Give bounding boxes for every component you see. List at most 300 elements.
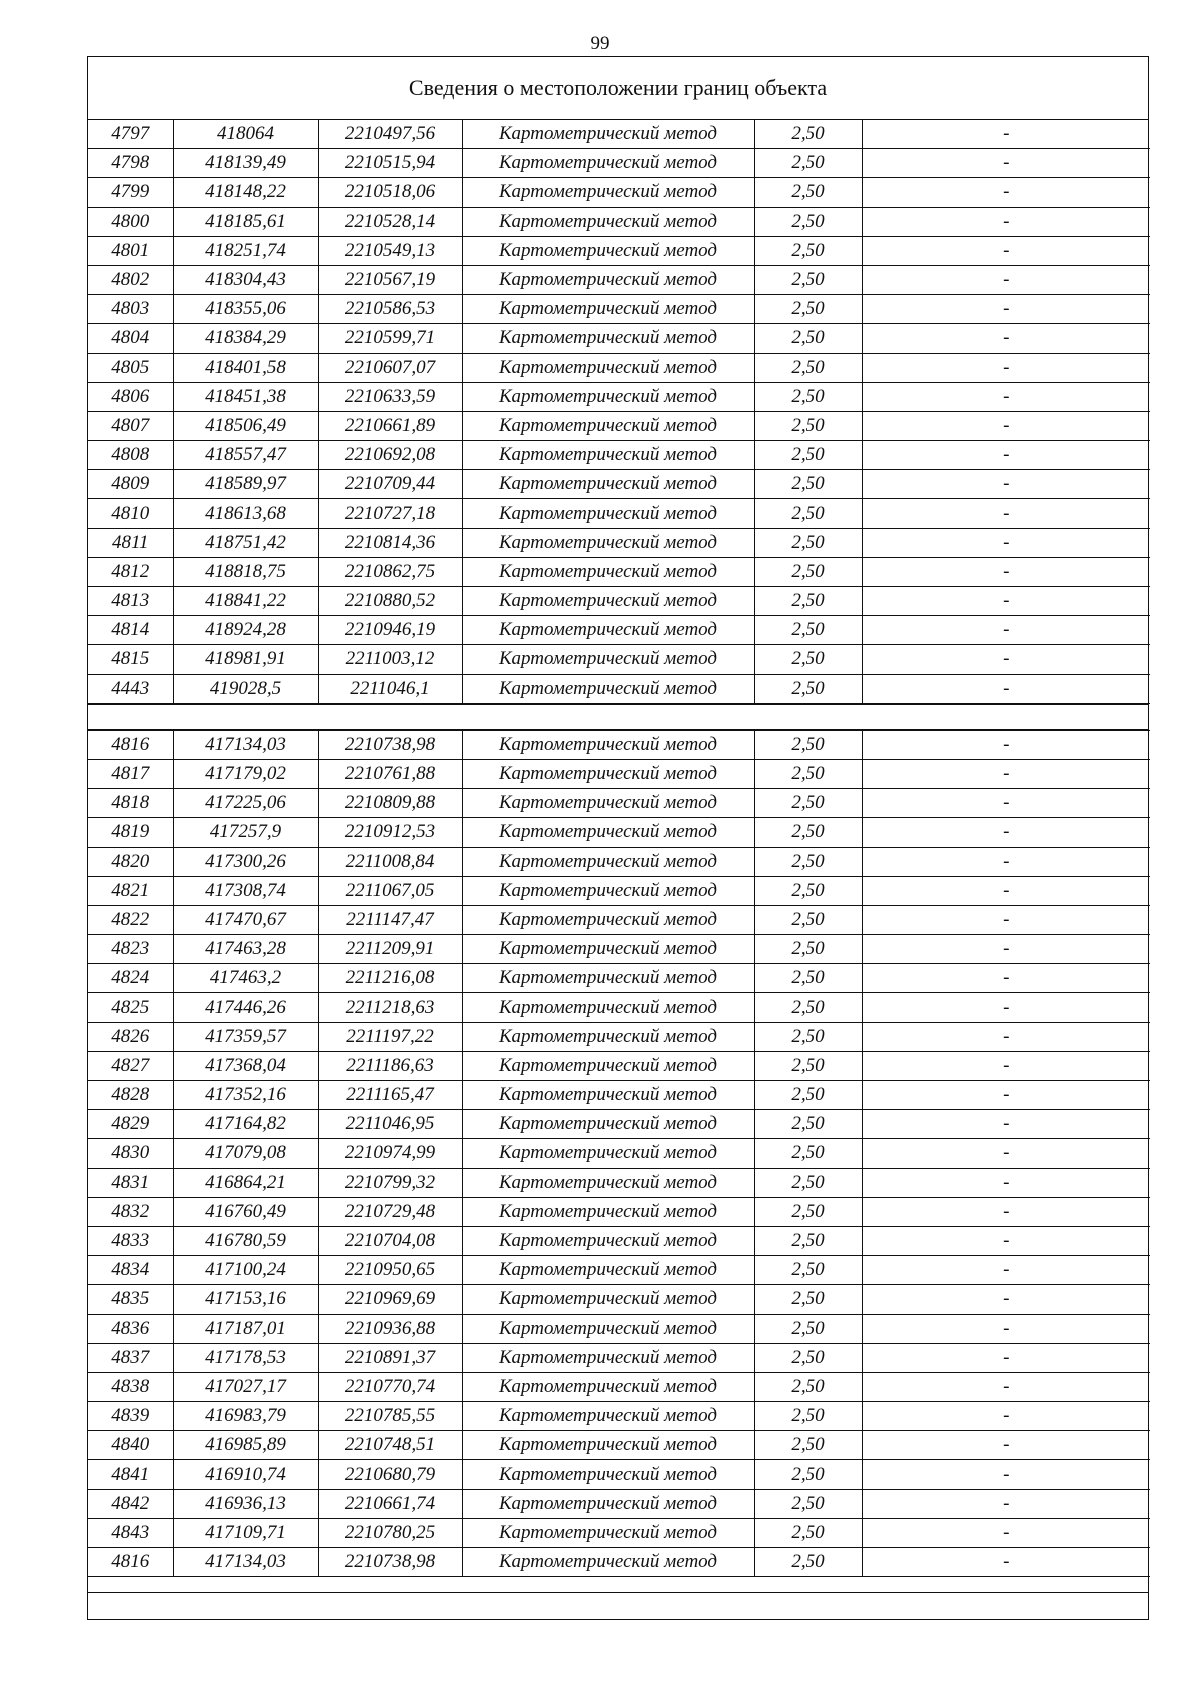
- table-row: [88, 993, 1150, 1022]
- x-coordinate-cell: 416760,49: [173, 1197, 318, 1226]
- x-coordinate-cell: 417079,08: [173, 1139, 318, 1168]
- table-row: [88, 382, 1150, 411]
- method-cell: Картометрический метод: [462, 149, 754, 178]
- x-coordinate-cell: 417027,17: [173, 1372, 318, 1401]
- accuracy-cell: 2,50: [754, 1460, 862, 1489]
- x-coordinate-cell: 417359,57: [173, 1022, 318, 1051]
- accuracy-cell: 2,50: [754, 324, 862, 353]
- description-cell: -: [862, 1022, 1150, 1051]
- description-cell: -: [862, 964, 1150, 993]
- accuracy-cell: 2,50: [754, 1285, 862, 1314]
- description-cell: -: [862, 324, 1150, 353]
- description-cell: -: [862, 295, 1150, 324]
- description-cell: -: [862, 1197, 1150, 1226]
- x-coordinate-cell: 416910,74: [173, 1460, 318, 1489]
- x-coordinate-cell: 418139,49: [173, 149, 318, 178]
- accuracy-cell: 2,50: [754, 207, 862, 236]
- x-coordinate-cell: 418384,29: [173, 324, 318, 353]
- y-coordinate-cell: 2210814,36: [318, 528, 462, 557]
- table-row: [88, 935, 1150, 964]
- point-number-cell: 4826: [88, 1022, 173, 1051]
- accuracy-cell: 2,50: [754, 1081, 862, 1110]
- method-cell: Картометрический метод: [462, 1110, 754, 1139]
- x-coordinate-cell: 417187,01: [173, 1314, 318, 1343]
- accuracy-cell: 2,50: [754, 441, 862, 470]
- point-number-cell: 4829: [88, 1110, 173, 1139]
- table-row: [88, 207, 1150, 236]
- description-cell: -: [862, 905, 1150, 934]
- x-coordinate-cell: 416983,79: [173, 1402, 318, 1431]
- table-row: [88, 499, 1150, 528]
- description-cell: -: [862, 1343, 1150, 1372]
- y-coordinate-cell: 2211218,63: [318, 993, 462, 1022]
- y-coordinate-cell: 2210748,51: [318, 1431, 462, 1460]
- description-cell: -: [862, 382, 1150, 411]
- accuracy-cell: 2,50: [754, 1431, 862, 1460]
- y-coordinate-cell: 2210891,37: [318, 1343, 462, 1372]
- table-row: [88, 1256, 1150, 1285]
- accuracy-cell: 2,50: [754, 149, 862, 178]
- x-coordinate-cell: 417134,03: [173, 1548, 318, 1577]
- x-coordinate-cell: 418355,06: [173, 295, 318, 324]
- table-row: [88, 1372, 1150, 1401]
- method-cell: Картометрический метод: [462, 616, 754, 645]
- point-number-cell: 4839: [88, 1402, 173, 1431]
- point-number-cell: 4798: [88, 149, 173, 178]
- point-number-cell: 4811: [88, 528, 173, 557]
- method-cell: Картометрический метод: [462, 265, 754, 294]
- group-1-rows: [88, 120, 1150, 703]
- y-coordinate-cell: 2210586,53: [318, 295, 462, 324]
- table-row: [88, 1402, 1150, 1431]
- y-coordinate-cell: 2210633,59: [318, 382, 462, 411]
- point-number-cell: 4800: [88, 207, 173, 236]
- point-number-cell: 4833: [88, 1226, 173, 1255]
- table-row: [88, 1343, 1150, 1372]
- table-row: [88, 1022, 1150, 1051]
- point-number-cell: 4822: [88, 905, 173, 934]
- y-coordinate-cell: 2211209,91: [318, 935, 462, 964]
- point-number-cell: 4841: [88, 1460, 173, 1489]
- description-cell: -: [862, 759, 1150, 788]
- x-coordinate-cell: 417179,02: [173, 759, 318, 788]
- accuracy-cell: 2,50: [754, 236, 862, 265]
- x-coordinate-cell: 418981,91: [173, 645, 318, 674]
- point-number-cell: 4835: [88, 1285, 173, 1314]
- x-coordinate-cell: 417164,82: [173, 1110, 318, 1139]
- y-coordinate-cell: 2210809,88: [318, 789, 462, 818]
- method-cell: Картометрический метод: [462, 1402, 754, 1431]
- accuracy-cell: 2,50: [754, 557, 862, 586]
- accuracy-cell: 2,50: [754, 1226, 862, 1255]
- point-number-cell: 4842: [88, 1489, 173, 1518]
- description-cell: -: [862, 1285, 1150, 1314]
- table-row: [88, 411, 1150, 440]
- x-coordinate-cell: 418841,22: [173, 587, 318, 616]
- method-cell: Картометрический метод: [462, 178, 754, 207]
- table-row: [88, 236, 1150, 265]
- table-row: [88, 1197, 1150, 1226]
- accuracy-cell: 2,50: [754, 295, 862, 324]
- method-cell: Картометрический метод: [462, 1343, 754, 1372]
- description-cell: -: [862, 1489, 1150, 1518]
- description-cell: -: [862, 847, 1150, 876]
- table-row: [88, 528, 1150, 557]
- accuracy-cell: 2,50: [754, 1051, 862, 1080]
- table-row: [88, 353, 1150, 382]
- x-coordinate-cell: 416864,21: [173, 1168, 318, 1197]
- description-cell: -: [862, 499, 1150, 528]
- accuracy-cell: 2,50: [754, 1110, 862, 1139]
- point-number-cell: 4825: [88, 993, 173, 1022]
- description-cell: -: [862, 674, 1150, 703]
- y-coordinate-cell: 2210729,48: [318, 1197, 462, 1226]
- accuracy-cell: 2,50: [754, 1548, 862, 1577]
- point-number-cell: 4834: [88, 1256, 173, 1285]
- point-number-cell: 4819: [88, 818, 173, 847]
- x-coordinate-cell: 417308,74: [173, 876, 318, 905]
- table-row: [88, 645, 1150, 674]
- accuracy-cell: 2,50: [754, 1518, 862, 1547]
- method-cell: Картометрический метод: [462, 441, 754, 470]
- accuracy-cell: 2,50: [754, 964, 862, 993]
- y-coordinate-cell: 2210785,55: [318, 1402, 462, 1431]
- description-cell: -: [862, 236, 1150, 265]
- description-cell: -: [862, 587, 1150, 616]
- point-number-cell: 4817: [88, 759, 173, 788]
- description-cell: -: [862, 1460, 1150, 1489]
- accuracy-cell: 2,50: [754, 847, 862, 876]
- table-row: [88, 759, 1150, 788]
- y-coordinate-cell: 2210912,53: [318, 818, 462, 847]
- y-coordinate-cell: 2211046,1: [318, 674, 462, 703]
- table-row: [88, 847, 1150, 876]
- y-coordinate-cell: 2210661,89: [318, 411, 462, 440]
- accuracy-cell: 2,50: [754, 1168, 862, 1197]
- method-cell: Картометрический метод: [462, 1372, 754, 1401]
- table-row: [88, 178, 1150, 207]
- accuracy-cell: 2,50: [754, 616, 862, 645]
- method-cell: Картометрический метод: [462, 847, 754, 876]
- accuracy-cell: 2,50: [754, 265, 862, 294]
- table-title: Сведения о местоположении границ объекта: [88, 57, 1148, 120]
- description-cell: -: [862, 1051, 1150, 1080]
- description-cell: -: [862, 1110, 1150, 1139]
- x-coordinate-cell: 418304,43: [173, 265, 318, 294]
- x-coordinate-cell: 418064: [173, 120, 318, 149]
- table-row: [88, 1081, 1150, 1110]
- x-coordinate-cell: 416780,59: [173, 1226, 318, 1255]
- point-number-cell: 4832: [88, 1197, 173, 1226]
- method-cell: Картометрический метод: [462, 324, 754, 353]
- accuracy-cell: 2,50: [754, 1372, 862, 1401]
- accuracy-cell: 2,50: [754, 789, 862, 818]
- y-coordinate-cell: 2211003,12: [318, 645, 462, 674]
- y-coordinate-cell: 2210497,56: [318, 120, 462, 149]
- method-cell: Картометрический метод: [462, 499, 754, 528]
- description-cell: -: [862, 353, 1150, 382]
- y-coordinate-cell: 2210761,88: [318, 759, 462, 788]
- description-cell: -: [862, 411, 1150, 440]
- method-cell: Картометрический метод: [462, 1022, 754, 1051]
- group-2-rows: [88, 730, 1150, 1576]
- description-cell: -: [862, 645, 1150, 674]
- y-coordinate-cell: 2211216,08: [318, 964, 462, 993]
- boundary-table-sheet: [87, 56, 1149, 1620]
- method-cell: Картометрический метод: [462, 645, 754, 674]
- y-coordinate-cell: 2210969,69: [318, 1285, 462, 1314]
- description-cell: -: [862, 789, 1150, 818]
- x-coordinate-cell: 417225,06: [173, 789, 318, 818]
- x-coordinate-cell: 416985,89: [173, 1431, 318, 1460]
- method-cell: Картометрический метод: [462, 789, 754, 818]
- y-coordinate-cell: 2210727,18: [318, 499, 462, 528]
- method-cell: Картометрический метод: [462, 1226, 754, 1255]
- method-cell: Картометрический метод: [462, 730, 754, 759]
- method-cell: Картометрический метод: [462, 674, 754, 703]
- accuracy-cell: 2,50: [754, 993, 862, 1022]
- x-coordinate-cell: 417153,16: [173, 1285, 318, 1314]
- method-cell: Картометрический метод: [462, 1168, 754, 1197]
- point-number-cell: 4801: [88, 236, 173, 265]
- method-cell: Картометрический метод: [462, 528, 754, 557]
- point-number-cell: 4443: [88, 674, 173, 703]
- point-number-cell: 4812: [88, 557, 173, 586]
- description-cell: -: [862, 1256, 1150, 1285]
- point-number-cell: 4823: [88, 935, 173, 964]
- x-coordinate-cell: 418148,22: [173, 178, 318, 207]
- description-cell: -: [862, 1548, 1150, 1577]
- method-cell: Картометрический метод: [462, 236, 754, 265]
- y-coordinate-cell: 2211046,95: [318, 1110, 462, 1139]
- x-coordinate-cell: 418251,74: [173, 236, 318, 265]
- y-coordinate-cell: 2211008,84: [318, 847, 462, 876]
- table-row: [88, 1226, 1150, 1255]
- method-cell: Картометрический метод: [462, 1431, 754, 1460]
- separator-cell: [88, 704, 1148, 729]
- y-coordinate-cell: 2210770,74: [318, 1372, 462, 1401]
- point-number-cell: 4843: [88, 1518, 173, 1547]
- y-coordinate-cell: 2210567,19: [318, 265, 462, 294]
- accuracy-cell: 2,50: [754, 178, 862, 207]
- description-cell: -: [862, 265, 1150, 294]
- table-row: [88, 557, 1150, 586]
- method-cell: Картометрический метод: [462, 1051, 754, 1080]
- point-number-cell: 4838: [88, 1372, 173, 1401]
- point-number-cell: 4820: [88, 847, 173, 876]
- table-row: [88, 905, 1150, 934]
- x-coordinate-cell: 417134,03: [173, 730, 318, 759]
- x-coordinate-cell: 418506,49: [173, 411, 318, 440]
- description-cell: -: [862, 993, 1150, 1022]
- x-coordinate-cell: 418924,28: [173, 616, 318, 645]
- table-row: [88, 818, 1150, 847]
- table-row: [88, 587, 1150, 616]
- method-cell: Картометрический метод: [462, 876, 754, 905]
- y-coordinate-cell: 2210936,88: [318, 1314, 462, 1343]
- x-coordinate-cell: 418818,75: [173, 557, 318, 586]
- x-coordinate-cell: 418557,47: [173, 441, 318, 470]
- y-coordinate-cell: 2210680,79: [318, 1460, 462, 1489]
- accuracy-cell: 2,50: [754, 120, 862, 149]
- point-number-cell: 4836: [88, 1314, 173, 1343]
- description-cell: -: [862, 1168, 1150, 1197]
- description-cell: -: [862, 730, 1150, 759]
- table-end-row: [88, 1592, 1148, 1619]
- y-coordinate-cell: 2211197,22: [318, 1022, 462, 1051]
- x-coordinate-cell: 417257,9: [173, 818, 318, 847]
- point-number-cell: 4802: [88, 265, 173, 294]
- accuracy-cell: 2,50: [754, 876, 862, 905]
- accuracy-cell: 2,50: [754, 759, 862, 788]
- accuracy-cell: 2,50: [754, 411, 862, 440]
- table-row: [88, 149, 1150, 178]
- method-cell: Картометрический метод: [462, 1139, 754, 1168]
- y-coordinate-cell: 2210607,07: [318, 353, 462, 382]
- description-cell: -: [862, 1372, 1150, 1401]
- page-number: 99: [590, 33, 610, 54]
- table-row: [88, 1110, 1150, 1139]
- table-row: [88, 964, 1150, 993]
- point-number-cell: 4813: [88, 587, 173, 616]
- point-number-cell: 4824: [88, 964, 173, 993]
- x-coordinate-cell: 417463,28: [173, 935, 318, 964]
- table-row: [88, 1139, 1150, 1168]
- description-cell: -: [862, 1139, 1150, 1168]
- y-coordinate-cell: 2210880,52: [318, 587, 462, 616]
- accuracy-cell: 2,50: [754, 528, 862, 557]
- accuracy-cell: 2,50: [754, 1139, 862, 1168]
- method-cell: Картометрический метод: [462, 993, 754, 1022]
- point-number-cell: 4831: [88, 1168, 173, 1197]
- accuracy-cell: 2,50: [754, 818, 862, 847]
- description-cell: -: [862, 528, 1150, 557]
- accuracy-cell: 2,50: [754, 1343, 862, 1372]
- description-cell: -: [862, 1226, 1150, 1255]
- x-coordinate-cell: 417446,26: [173, 993, 318, 1022]
- description-cell: -: [862, 1314, 1150, 1343]
- table-row: [88, 265, 1150, 294]
- description-cell: -: [862, 207, 1150, 236]
- point-number-cell: 4806: [88, 382, 173, 411]
- y-coordinate-cell: 2210950,65: [318, 1256, 462, 1285]
- point-number-cell: 4840: [88, 1431, 173, 1460]
- y-coordinate-cell: 2211147,47: [318, 905, 462, 934]
- coordinates-table-group-2: [88, 730, 1150, 1577]
- y-coordinate-cell: 2211186,63: [318, 1051, 462, 1080]
- description-cell: -: [862, 441, 1150, 470]
- x-coordinate-cell: 416936,13: [173, 1489, 318, 1518]
- y-coordinate-cell: 2210661,74: [318, 1489, 462, 1518]
- description-cell: -: [862, 120, 1150, 149]
- description-cell: -: [862, 149, 1150, 178]
- coordinates-table-group-1: [88, 120, 1150, 704]
- y-coordinate-cell: 2210528,14: [318, 207, 462, 236]
- accuracy-cell: 2,50: [754, 1489, 862, 1518]
- y-coordinate-cell: 2210738,98: [318, 730, 462, 759]
- description-cell: -: [862, 935, 1150, 964]
- table-row: [88, 616, 1150, 645]
- x-coordinate-cell: 417463,2: [173, 964, 318, 993]
- method-cell: Картометрический метод: [462, 411, 754, 440]
- table-row: [88, 324, 1150, 353]
- method-cell: Картометрический метод: [462, 1285, 754, 1314]
- table-row: [88, 470, 1150, 499]
- point-number-cell: 4805: [88, 353, 173, 382]
- y-coordinate-cell: 2210515,94: [318, 149, 462, 178]
- accuracy-cell: 2,50: [754, 382, 862, 411]
- accuracy-cell: 2,50: [754, 1022, 862, 1051]
- table-row: [88, 674, 1150, 703]
- point-number-cell: 4830: [88, 1139, 173, 1168]
- method-cell: Картометрический метод: [462, 1081, 754, 1110]
- y-coordinate-cell: 2210599,71: [318, 324, 462, 353]
- point-number-cell: 4827: [88, 1051, 173, 1080]
- point-number-cell: 4818: [88, 789, 173, 818]
- x-coordinate-cell: 417368,04: [173, 1051, 318, 1080]
- accuracy-cell: 2,50: [754, 1256, 862, 1285]
- y-coordinate-cell: 2210704,08: [318, 1226, 462, 1255]
- method-cell: Картометрический метод: [462, 964, 754, 993]
- x-coordinate-cell: 418613,68: [173, 499, 318, 528]
- point-number-cell: 4804: [88, 324, 173, 353]
- method-cell: Картометрический метод: [462, 557, 754, 586]
- y-coordinate-cell: 2210780,25: [318, 1518, 462, 1547]
- point-number-cell: 4808: [88, 441, 173, 470]
- x-coordinate-cell: 417178,53: [173, 1343, 318, 1372]
- accuracy-cell: 2,50: [754, 1402, 862, 1431]
- accuracy-cell: 2,50: [754, 470, 862, 499]
- point-number-cell: 4816: [88, 1548, 173, 1577]
- description-cell: -: [862, 818, 1150, 847]
- method-cell: Картометрический метод: [462, 1548, 754, 1577]
- x-coordinate-cell: 418185,61: [173, 207, 318, 236]
- table-row: [88, 876, 1150, 905]
- y-coordinate-cell: 2210974,99: [318, 1139, 462, 1168]
- accuracy-cell: 2,50: [754, 1314, 862, 1343]
- table-row: [88, 1285, 1150, 1314]
- description-cell: -: [862, 470, 1150, 499]
- accuracy-cell: 2,50: [754, 1197, 862, 1226]
- description-cell: -: [862, 1518, 1150, 1547]
- description-cell: -: [862, 616, 1150, 645]
- table-row: [88, 730, 1150, 759]
- point-number-cell: 4828: [88, 1081, 173, 1110]
- method-cell: Картометрический метод: [462, 120, 754, 149]
- point-number-cell: 4815: [88, 645, 173, 674]
- point-number-cell: 4821: [88, 876, 173, 905]
- table-row: [88, 1431, 1150, 1460]
- table-row: [88, 1051, 1150, 1080]
- y-coordinate-cell: 2211165,47: [318, 1081, 462, 1110]
- description-cell: -: [862, 876, 1150, 905]
- point-number-cell: 4809: [88, 470, 173, 499]
- point-number-cell: 4799: [88, 178, 173, 207]
- x-coordinate-cell: 418451,38: [173, 382, 318, 411]
- y-coordinate-cell: 2210518,06: [318, 178, 462, 207]
- group-separator: [88, 704, 1148, 730]
- accuracy-cell: 2,50: [754, 674, 862, 703]
- method-cell: Картометрический метод: [462, 905, 754, 934]
- table-row: [88, 1314, 1150, 1343]
- description-cell: -: [862, 1402, 1150, 1431]
- x-coordinate-cell: 417100,24: [173, 1256, 318, 1285]
- y-coordinate-cell: 2210799,32: [318, 1168, 462, 1197]
- x-coordinate-cell: 418401,58: [173, 353, 318, 382]
- description-cell: -: [862, 178, 1150, 207]
- point-number-cell: 4837: [88, 1343, 173, 1372]
- x-coordinate-cell: 418589,97: [173, 470, 318, 499]
